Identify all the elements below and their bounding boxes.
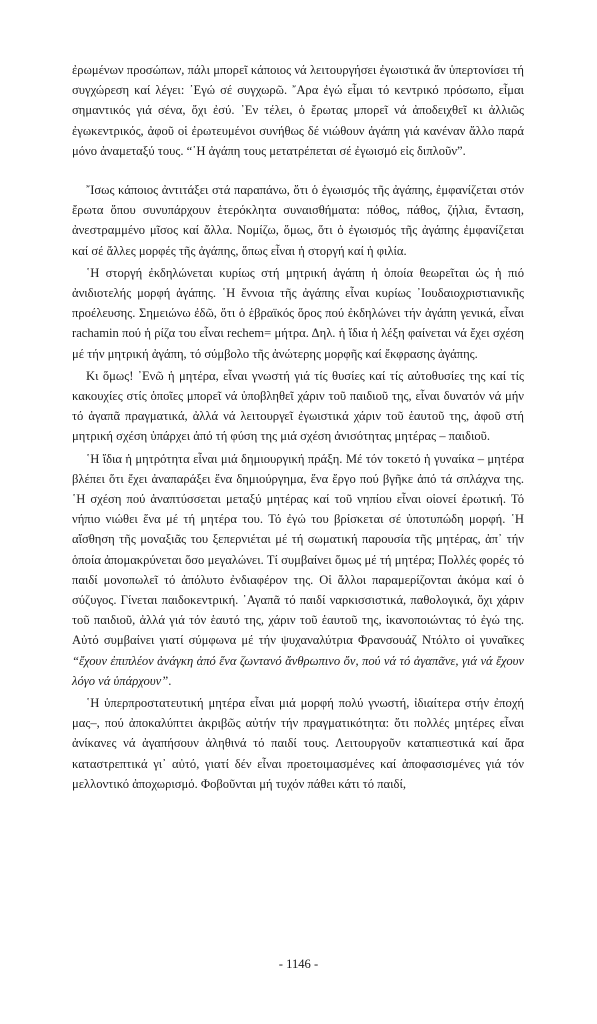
paragraph-5 [72, 449, 524, 691]
paragraph-5-text: ῾Η ἴδια ἡ μητρότητα εἶναι μιά δημιουργική πράξη. Μέ τόν τοκετό ἡ γυναίκα – μητέρα βλέπει ὅτι ἔχει ἀναπαράξει ἕνα δημιούργημα, ἕνα ἔργο πού βγῆκε ἀπό τά σπλάχνα της. ῾Η σχέση πού ἀναπτύσσεται μεταξύ μητέρας καί τοῦ νηπίου εἶναι οἱονεί ἐρωτική. Τό νήπιο νιώθει ἕνα μέ τή μητέρα του. Τό ἐγώ του βρίσκεται σέ ὑποτυπώδη μορφή. ῾Η αἴσθηση τῆς μοναξιᾶς του ξεπερνιέται μέ τή σωματική παρουσία τῆς μητέρας, ἀπ᾿ τήν ὁποία ἀπομακρύνεται ὅσο μεγαλώνει. Τί συμβαίνει ὅμως μέ τή μητέρα; Πολλές φορές τό παιδί μονοπωλεῖ τό ἀπόλυτο ἐνδιαφέρον της. Οἱ ἄλλοι παραμερίζονται ἀκόμα καί ὁ σύζυγος. Γίνεται παιδοκεντρική. ᾿Αγαπᾶ τό παιδί ναρκισσιστικά, παθολογικά, ὄχι χάριν τοῦ παιδιοῦ, ἀλλά γιά τόν ἑαυτό της, χάριν τοῦ ἑαυτοῦ της, ἱκανοποιώντας τό ἐγώ της. Αὐτό συμβαίνει γιατί σύμφωνα μέ τήν ψυχαναλύτρια Φρανσουάζ Ντόλτο οἱ γυναῖκες [72, 451, 524, 648]
paragraph-6: ῾Η ὑπερπροστατευτική μητέρα εἶναι μιά μορφή πολύ γνωστή, ἰδιαίτερα στήν ἐποχή μας–, πού ἀποκαλύπτει ἀκριβῶς αὐτήν τήν πραγματικότητα: ὅτι πολλές μητέρες εἶναι ἀνίκανες νά ἀγαπήσουν ἀληθινά τό παιδί τους. Λειτουργοῦν καταπιεστικά καί ἄρα καταστρεπτικά γι᾿ αὐτό, γιατί δέν εἶναι προετοιμασμένες καί ἀποφασισμένες γιά τόν μελλοντικό ἀποχωρισμό. Φοβοῦνται μή τυχόν πάθει κάτι τό παιδί, [72, 696, 524, 791]
paragraph-1: ἐρωμένων προσώπων, πάλι μπορεῖ κάποιος νά λειτουργήσει ἐγωιστικά ἄν ὑπερτονίσει τή συγχώρεση καί λέγει: ᾿Εγώ σέ συγχωρῶ. ῎Αρα ἐγώ εἶμαι τό κεντρικό πρόσωπο, εἶμαι σημαντικός γιά σένα, ὄχι ἐσύ. ᾿Εν τέλει, ὁ ἔρωτας μπορεῖ νά ἀποδειχθεῖ κι ἀλλιῶς ἐγωκεντρικός, ἀφοῦ οἱ ἐρωτευμένοι συνήθως δέ νιώθουν ἀγάπη γιά κανέναν ἄλλο παρά μόνο ἀναμεταξύ τους. “῾Η ἀγάπη τους μετατρέπεται σέ ἐγωισμό εἰς διπλοῦν”. [72, 63, 524, 158]
paragraph-3: ῾Η στοργή ἐκδηλώνεται κυρίως στή μητρική ἀγάπη ἡ ὁποία θεωρεῖται ὡς ἡ πιό ἀνιδιοτελής μορφή ἀγάπης. ῾Η ἔννοια τῆς ἀγάπης εἶναι κυρίως ᾿Ιουδαιοχριστιανικῆς προέλευσης. Σημειώνω ἐδῶ, ὅτι ὁ ἑβραϊκός ὅρος πού ἐκδηλώνει τήν ἀγάπη γενικά, εἶναι rachamin πού ἡ ρίζα του εἶναι rechem= μήτρα. Δηλ. ἡ ἴδια ἡ λέξη φαίνεται νά ἔχει σχέση μέ τήν μητρική ἀγάπη, τό σύμβολο τῆς ἀνώτερης μορφῆς καί ἔκφρασης ἀγάπης. [72, 265, 524, 361]
dolto-quote: “ἔχουν ἐπιπλέον ἀνάγκη ἀπό ἕνα ζωντανό ἄνθρωπινο ὄν, πού νά τό ἀγαπᾶνε, γιά νά ἔχουν λόγο νά ὑπάρχουν” [72, 653, 524, 688]
paragraph-5-end: . [168, 673, 172, 688]
paragraph-2: ῎Ισως κάποιος ἀντιτάξει στά παραπάνω, ὅτι ὁ ἐγωισμός τῆς ἀγάπης, ἐμφανίζεται στόν ἔρωτα ὅπου συνυπάρχουν ἑτερόκλητα συναισθήματα: πόθος, πάθος, ζήλια, ἔνταση, ἀνεστραμμένο μῖσος καί ἄλλα. Νομίζω, ὅμως, ὅτι ὁ ἐγωισμός τῆς ἀγάπης ἐμφανίζεται καί σέ ἄλλες μορφές τῆς ἀγάπης, ὅπως εἶναι ἡ στοργή καί ἡ φιλία. [72, 183, 524, 258]
text-block-top [72, 60, 524, 161]
paragraph-4: Κι ὅμως! ᾿Ενῶ ἡ μητέρα, εἶναι γνωστή γιά τίς θυσίες καί τίς αὐτοθυσίες της καί τίς κακουχίες στίς ὁποῖες μπορεῖ νά ὑποβληθεῖ χάριν τοῦ παιδιοῦ της, εἶναι δυνατόν νά μήν τό ἀγαπᾶ πραγματικά, ἀλλά νά λειτουργεῖ ἐγωιστικά χάριν τοῦ ἑαυτοῦ της, ἀφοῦ στή μητρική σχέση ὑπάρχει ἀπό τή φύση της μιά σχέση ἀνισότητας μητέρας – παιδιοῦ. [72, 368, 524, 444]
text-block-main [72, 180, 524, 794]
page-number: - 1146 - [278, 957, 319, 971]
